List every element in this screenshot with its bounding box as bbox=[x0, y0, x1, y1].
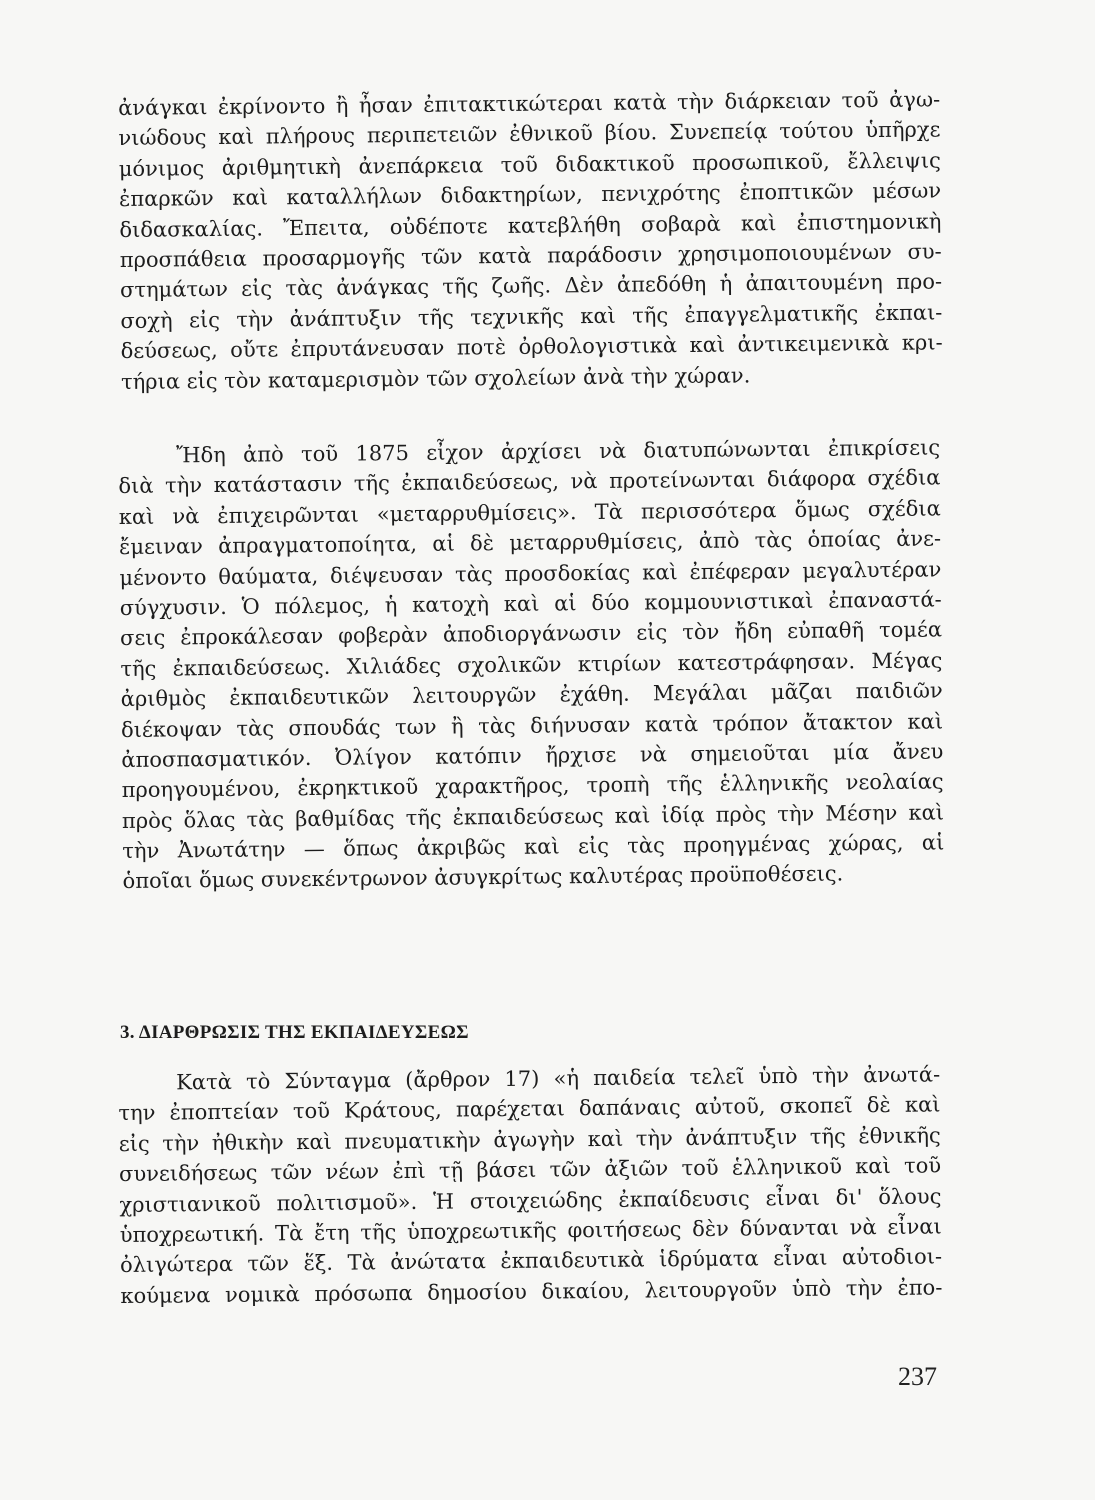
text-line: νιώδους καὶ πλήρους περιπετειῶν ἐθνικοῦ βίου. Συνεπείᾳ τούτου ὑπῆρχε bbox=[118, 117, 941, 151]
text-line: δεύσεως, οὔτε ἐπρυτάνευσαν ποτὲ ὀρθολογιστικὰ καὶ ἀντικειμενικὰ κρι- bbox=[120, 330, 943, 364]
text-line: ἀνάγκαι ἐκρίνοντο ἢ ἦσαν ἐπιτακτικώτεραι κατὰ τὴν διάρκειαν τοῦ ἀγω- bbox=[118, 87, 941, 120]
text-line: σύγχυσιν. Ὁ πόλεμος, ἡ κατοχὴ καὶ αἱ δύο κομμουνιστικαὶ ἐπαναστά- bbox=[119, 587, 942, 620]
text-line: διδασκαλίας. Ἔπειτα, οὐδέποτε κατεβλήθη σοβαρὰ καὶ ἐπιστημονικὴ bbox=[119, 208, 942, 242]
text-line: πρὸς ὅλας τὰς βαθμίδας τῆς ἐκπαιδεύσεως καὶ ἰδίᾳ πρὸς τὴν Μέσην καὶ bbox=[121, 800, 945, 833]
text-line: χριστιανικοῦ πολιτισμοῦ». Ἡ στοιχειώδης ἐκπαίδευσις εἶναι δι' ὅλους bbox=[119, 1183, 942, 1217]
text-line: στημάτων εἰς τὰς ἀνάγκας τῆς ζωῆς. Δὲν ἀπεδόθη ἡ ἀπαιτουμένη προ- bbox=[119, 269, 943, 303]
text-line: την ἐποπτείαν τοῦ Κράτους, παρέχεται δαπάναις αὐτοῦ, σκοπεῖ δὲ καὶ bbox=[118, 1092, 941, 1126]
text-line: μένοντο θαύματα, διέψευσαν τὰς προσδοκίας καὶ ἐπέφεραν μεγαλυτέραν bbox=[119, 556, 942, 590]
text-line: ὑποχρεωτική. Τὰ ἔτη τῆς ὑποχρεωτικῆς φοιτήσεως δὲν δύνανται νὰ εἶναι bbox=[119, 1214, 942, 1247]
text-line: ἀριθμὸς ἐκπαιδευτικῶν λειτουργῶν ἐχάθη. Μεγάλαι μᾶζαι παιδιῶν bbox=[120, 678, 943, 712]
text-line: καὶ νὰ ἐπιχειρῶνται «μεταρρυθμίσεις». Τὰ περισσότερα ὅμως σχέδια bbox=[118, 496, 941, 529]
text-line: προσπάθεια προσαρμογῆς τῶν κατὰ παράδοσιν χρησιμοποιουμένων συ- bbox=[119, 239, 942, 272]
text-line: μόνιμος ἀριθμητικὴ ἀνεπάρκεια τοῦ διδακτικοῦ προσωπικοῦ, ἔλλειψις bbox=[118, 148, 941, 181]
text-line: προηγουμένου, ἐκρηκτικοῦ χαρακτῆρος, τροπὴ τῆς ἑλληνικῆς νεολαίας bbox=[121, 769, 944, 803]
text-line: Κατὰ τὸ Σύνταγμα (ἄρθρον 17) «ἡ παιδεία τελεῖ ὑπὸ τὴν ἀνωτά- bbox=[176, 1062, 941, 1095]
paragraph-3 bbox=[118, 1059, 943, 1311]
text-line: διέκοψαν τὰς σπουδάς των ἢ τὰς διήνυσαν κατὰ τρόπον ἄτακτον καὶ bbox=[120, 708, 944, 742]
text-line: ὀλιγώτερα τῶν ἕξ. Τὰ ἀνώτατα ἐκπαιδευτικὰ ἱδρύματα εἶναι αὐτοδιοι- bbox=[119, 1244, 943, 1278]
text-line: διὰ τὴν κατάστασιν τῆς ἐκπαιδεύσεως, νὰ προτείνωνται διάφορα σχέδια bbox=[118, 465, 941, 499]
text-line: συνειδήσεως τῶν νέων ἐπὶ τῇ βάσει τῶν ἀξιῶν τοῦ ἑλληνικοῦ καὶ τοῦ bbox=[118, 1153, 942, 1187]
paragraph-1 bbox=[118, 84, 943, 396]
text-line: ἀποσπασματικόν. Ὀλίγον κατόπιν ἤρχισε νὰ σημειοῦται μία ἄνευ bbox=[121, 739, 944, 772]
section-heading: 3. ΔΙΑΡΘΡΩΣΙΣ ΤΗΣ ΕΚΠΑΙΔΕΥΣΕΩΣ bbox=[120, 1022, 469, 1043]
text-line: Ἤδη ἀπὸ τοῦ 1875 εἶχον ἀρχίσει νὰ διατυπώνωνται ἐπικρίσεις bbox=[176, 435, 941, 468]
text-line: εἰς τὴν ἠθικὴν καὶ πνευματικὴν ἀγωγὴν καὶ τὴν ἀνάπτυξιν τῆς ἐθνικῆς bbox=[118, 1123, 941, 1156]
text-line: σεις ἐπροκάλεσαν φοβερὰν ἀποδιοργάνωσιν εἰς τὸν ἤδη εὐπαθῆ τομέα bbox=[119, 617, 943, 651]
text-line: τῆς ἐκπαιδεύσεως. Χιλιάδες σχολικῶν κτιρίων κατεστράφησαν. Μέγας bbox=[120, 648, 943, 681]
page-number: 237 bbox=[898, 1362, 937, 1391]
text-line: ὁποῖαι ὅμως συνεκέντρωνον ἀσυγκρίτως καλυτέρας προϋποθέσεις. bbox=[122, 861, 844, 894]
paragraph-2 bbox=[118, 432, 945, 896]
text-line: ἔμειναν ἀπραγματοποίητα, αἱ δὲ μεταρρυθμίσεις, ἀπὸ τὰς ὁποίας ἀνε- bbox=[118, 526, 942, 560]
text-line: σοχὴ εἰς τὴν ἀνάπτυξιν τῆς τεχνικῆς καὶ τῆς ἐπαγγελματικῆς ἐκπαι- bbox=[120, 300, 943, 333]
text-line: τὴν Ἀνωτάτην — ὅπως ἀκριβῶς καὶ εἰς τὰς προηγμένας χώρας, αἱ bbox=[122, 830, 945, 864]
text-line: κούμενα νομικὰ πρόσωπα δημοσίου δικαίου, λειτουργοῦν ὑπὸ τὴν ἐπο- bbox=[120, 1275, 943, 1308]
text-line: ἐπαρκῶν καὶ καταλλήλων διδακτηρίων, πενιχρότης ἐποπτικῶν μέσων bbox=[118, 178, 942, 212]
text-line: τήρια εἰς τὸν καταμερισμὸν τῶν σχολείων ἀνὰ τὴν χώραν. bbox=[120, 362, 751, 394]
